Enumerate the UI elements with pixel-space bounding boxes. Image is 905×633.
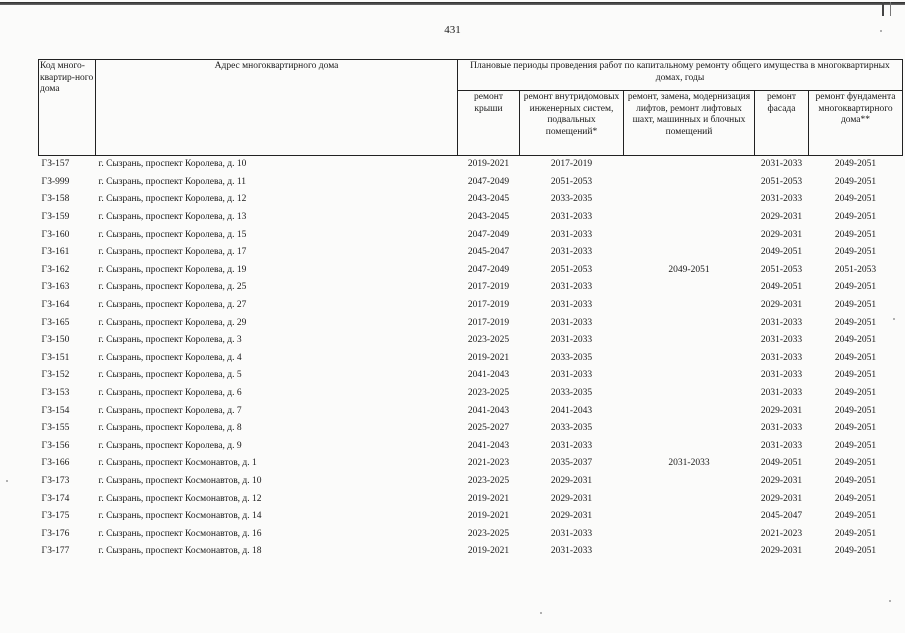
cell-systems: 2051-2053 [550, 176, 593, 187]
table-row [39, 279, 903, 297]
cell-systems: 2031-2033 [550, 335, 593, 346]
cell-facade: 2029-2031 [760, 229, 803, 240]
cell-address: г. Сызрань, проспект Королева, д. 12 [98, 194, 247, 205]
table-row [39, 332, 903, 350]
cell-elevators [624, 156, 755, 174]
cell-systems: 2035-2037 [550, 458, 593, 469]
cell-roof: 2017-2019 [467, 317, 510, 328]
cell-foundation: 2049-2051 [834, 528, 877, 539]
cell-systems: 2031-2033 [550, 212, 593, 223]
table-row [39, 385, 903, 403]
table-header [39, 60, 903, 156]
cell-code: ГЗ-173 [41, 475, 70, 486]
table-body [39, 156, 903, 561]
cell-facade: 2029-2031 [760, 405, 803, 416]
table-row [39, 438, 903, 456]
cell-systems: 2029-2031 [550, 475, 593, 486]
cell-address: г. Сызрань, проспект Королева, д. 19 [98, 264, 247, 275]
table-row [39, 508, 903, 526]
header-code: Код много-квартир-ного дома [39, 60, 96, 156]
cell-foundation: 2049-2051 [834, 546, 877, 557]
cell-foundation: 2049-2051 [834, 511, 877, 522]
cell-code: ГЗ-160 [41, 229, 70, 240]
cell-foundation: 2049-2051 [834, 229, 877, 240]
cell-foundation: 2049-2051 [834, 194, 877, 205]
cell-elevators: 2049-2051 [668, 264, 710, 275]
cell-elevators [624, 191, 755, 209]
header-roof: ремонт крыши [458, 91, 520, 156]
cell-address: г. Сызрань, проспект Королева, д. 13 [98, 212, 247, 223]
cell-code: ГЗ-161 [41, 247, 70, 258]
cell-code: ГЗ-157 [41, 159, 70, 170]
cell-code: ГЗ-176 [41, 528, 70, 539]
scan-speck [880, 30, 882, 32]
cell-elevators [624, 508, 755, 526]
cell-address: г. Сызрань, проспект Королева, д. 3 [98, 335, 242, 346]
cell-address: г. Сызрань, проспект Королева, д. 27 [98, 300, 247, 311]
cell-foundation: 2049-2051 [834, 212, 877, 223]
cell-systems: 2029-2031 [550, 511, 593, 522]
cell-foundation: 2051-2053 [834, 264, 877, 275]
cell-systems: 2031-2033 [550, 300, 593, 311]
cell-code: ГЗ-177 [41, 546, 70, 557]
header-systems: ремонт внутридомовых инженерных систем, подвальных помещений* [520, 91, 624, 156]
table-row [39, 244, 903, 262]
cell-roof: 2019-2021 [467, 352, 510, 363]
cell-roof: 2019-2021 [467, 493, 510, 504]
cell-code: ГЗ-156 [41, 440, 70, 451]
cell-facade: 2031-2033 [760, 370, 803, 381]
cell-elevators [624, 244, 755, 262]
cell-code: ГЗ-163 [41, 282, 70, 293]
cell-code: ГЗ-158 [41, 194, 70, 205]
cell-roof: 2047-2049 [467, 264, 510, 275]
cell-address: г. Сызрань, проспект Королева, д. 10 [98, 159, 247, 170]
cell-facade: 2045-2047 [760, 511, 803, 522]
cell-foundation: 2049-2051 [834, 370, 877, 381]
cell-systems: 2031-2033 [550, 229, 593, 240]
cell-facade: 2029-2031 [760, 475, 803, 486]
cell-code: ГЗ-162 [41, 264, 70, 275]
repair-schedule-table [38, 59, 903, 561]
cell-facade: 2051-2053 [760, 176, 803, 187]
cell-address: г. Сызрань, проспект Королева, д. 6 [98, 388, 242, 399]
cell-roof: 2025-2027 [467, 423, 510, 434]
cell-roof: 2043-2045 [467, 212, 510, 223]
cell-code: ГЗ-154 [41, 405, 70, 416]
cell-roof: 2019-2021 [467, 511, 510, 522]
cell-systems: 2041-2043 [550, 405, 593, 416]
table-row [39, 156, 903, 174]
cell-roof: 2019-2021 [467, 159, 510, 170]
cell-roof: 2023-2025 [467, 475, 510, 486]
cell-facade: 2049-2051 [760, 282, 803, 293]
cell-address: г. Сызрань, проспект Королева, д. 5 [98, 370, 242, 381]
header-elevators: ремонт, замена, модернизация лифтов, ремонт лифтовых шахт, машинных и блочных помещений [624, 91, 755, 156]
cell-roof: 2023-2025 [467, 335, 510, 346]
cell-systems: 2031-2033 [550, 247, 593, 258]
cell-systems: 2029-2031 [550, 493, 593, 504]
cell-foundation: 2049-2051 [834, 335, 877, 346]
table-row [39, 525, 903, 543]
table-row [39, 262, 903, 280]
table-row [39, 490, 903, 508]
cell-address: г. Сызрань, проспект Космонавтов, д. 12 [98, 493, 262, 504]
cell-systems: 2031-2033 [550, 370, 593, 381]
cell-address: г. Сызрань, проспект Королева, д. 29 [98, 317, 247, 328]
cell-systems: 2033-2035 [550, 194, 593, 205]
cell-roof: 2043-2045 [467, 194, 510, 205]
table-row [39, 191, 903, 209]
cell-systems: 2031-2033 [550, 440, 593, 451]
cell-foundation: 2049-2051 [834, 176, 877, 187]
cell-address: г. Сызрань, проспект Космонавтов, д. 14 [98, 511, 262, 522]
cell-roof: 2045-2047 [467, 247, 510, 258]
cell-facade: 2029-2031 [760, 212, 803, 223]
cell-systems: 2051-2053 [550, 264, 593, 275]
cell-facade: 2031-2033 [760, 159, 803, 170]
cell-roof: 2017-2019 [467, 282, 510, 293]
cell-roof: 2019-2021 [467, 546, 510, 557]
cell-code: ГЗ-155 [41, 423, 70, 434]
cell-roof: 2017-2019 [467, 300, 510, 311]
cell-code: ГЗ-153 [41, 388, 70, 399]
cell-elevators [624, 402, 755, 420]
cell-address: г. Сызрань, проспект Космонавтов, д. 16 [98, 528, 262, 539]
cell-foundation: 2049-2051 [834, 475, 877, 486]
table-row [39, 455, 903, 473]
cell-address: г. Сызрань, проспект Космонавтов, д. 18 [98, 546, 262, 557]
header-periods: Плановые периоды проведения работ по капитальному ремонту общего имущества в многоквартирных домах, годы [458, 60, 903, 91]
cell-elevators [624, 525, 755, 543]
cell-address: г. Сызрань, проспект Королева, д. 25 [98, 282, 247, 293]
cell-code: ГЗ-174 [41, 493, 70, 504]
page-number: 431 [444, 24, 461, 36]
cell-elevators [624, 332, 755, 350]
cell-code: ГЗ-151 [41, 352, 70, 363]
cell-code: ГЗ-152 [41, 370, 70, 381]
cell-code: ГЗ-175 [41, 511, 70, 522]
cell-facade: 2049-2051 [760, 247, 803, 258]
cell-foundation: 2049-2051 [834, 247, 877, 258]
cell-elevators [624, 297, 755, 315]
cell-facade: 2031-2033 [760, 352, 803, 363]
cell-systems: 2031-2033 [550, 282, 593, 293]
cell-elevators [624, 490, 755, 508]
cell-address: г. Сызрань, проспект Королева, д. 8 [98, 423, 242, 434]
cell-roof: 2041-2043 [467, 405, 510, 416]
scan-speck [540, 612, 542, 614]
cell-facade: 2031-2033 [760, 440, 803, 451]
binding-mark [882, 2, 891, 16]
cell-facade: 2031-2033 [760, 388, 803, 399]
table-row [39, 174, 903, 192]
cell-roof: 2047-2049 [467, 229, 510, 240]
scan-speck [893, 318, 895, 320]
cell-foundation: 2049-2051 [834, 388, 877, 399]
cell-elevators [624, 385, 755, 403]
cell-foundation: 2049-2051 [834, 493, 877, 504]
cell-elevators [624, 438, 755, 456]
cell-elevators [624, 279, 755, 297]
cell-foundation: 2049-2051 [834, 405, 877, 416]
cell-facade: 2029-2031 [760, 300, 803, 311]
cell-roof: 2041-2043 [467, 440, 510, 451]
cell-elevators: 2031-2033 [668, 458, 710, 469]
cell-facade: 2049-2051 [760, 458, 803, 469]
cell-elevators [624, 367, 755, 385]
table-row [39, 209, 903, 227]
cell-foundation: 2049-2051 [834, 440, 877, 451]
cell-elevators [624, 209, 755, 227]
cell-code: ГЗ-164 [41, 300, 70, 311]
cell-facade: 2051-2053 [760, 264, 803, 275]
cell-foundation: 2049-2051 [834, 317, 877, 328]
cell-roof: 2023-2025 [467, 528, 510, 539]
header-address: Адрес многоквартирного дома [96, 60, 458, 156]
table-row [39, 402, 903, 420]
cell-facade: 2031-2033 [760, 317, 803, 328]
table-row [39, 350, 903, 368]
cell-systems: 2031-2033 [550, 317, 593, 328]
cell-address: г. Сызрань, проспект Королева, д. 11 [98, 176, 247, 187]
cell-facade: 2031-2033 [760, 335, 803, 346]
cell-address: г. Сызрань, проспект Королева, д. 7 [98, 405, 242, 416]
cell-facade: 2021-2023 [760, 528, 803, 539]
cell-elevators [624, 543, 755, 561]
cell-elevators [624, 226, 755, 244]
cell-address: г. Сызрань, проспект Королева, д. 4 [98, 352, 242, 363]
cell-foundation: 2049-2051 [834, 282, 877, 293]
cell-address: г. Сызрань, проспект Космонавтов, д. 10 [98, 475, 262, 486]
cell-roof: 2023-2025 [467, 388, 510, 399]
cell-code: ГЗ-166 [41, 458, 70, 469]
cell-address: г. Сызрань, проспект Королева, д. 15 [98, 229, 247, 240]
cell-elevators [624, 174, 755, 192]
header-foundation: ремонт фундамента многоквартирного дома** [809, 91, 903, 156]
table-row [39, 314, 903, 332]
cell-facade: 2029-2031 [760, 546, 803, 557]
scan-speck [889, 600, 891, 602]
cell-roof: 2021-2023 [467, 458, 510, 469]
top-border-line [0, 2, 905, 5]
table-row [39, 297, 903, 315]
cell-address: г. Сызрань, проспект Королева, д. 9 [98, 440, 242, 451]
cell-address: г. Сызрань, проспект Космонавтов, д. 1 [98, 458, 257, 469]
cell-foundation: 2049-2051 [834, 423, 877, 434]
cell-code: ГЗ-165 [41, 317, 70, 328]
cell-systems: 2033-2035 [550, 352, 593, 363]
table-row [39, 367, 903, 385]
table-row [39, 473, 903, 491]
cell-systems: 2033-2035 [550, 423, 593, 434]
cell-systems: 2031-2033 [550, 528, 593, 539]
cell-roof: 2047-2049 [467, 176, 510, 187]
cell-foundation: 2049-2051 [834, 352, 877, 363]
cell-elevators [624, 473, 755, 491]
cell-code: ГЗ-150 [41, 335, 70, 346]
cell-foundation: 2049-2051 [834, 159, 877, 170]
cell-code: ГЗ-159 [41, 212, 70, 223]
table-row [39, 543, 903, 561]
cell-foundation: 2049-2051 [834, 458, 877, 469]
header-facade: ремонт фасада [755, 91, 809, 156]
table-row [39, 226, 903, 244]
cell-code: ГЗ-999 [41, 176, 70, 187]
cell-roof: 2041-2043 [467, 370, 510, 381]
cell-address: г. Сызрань, проспект Королева, д. 17 [98, 247, 247, 258]
cell-systems: 2033-2035 [550, 388, 593, 399]
cell-systems: 2031-2033 [550, 546, 593, 557]
cell-facade: 2031-2033 [760, 423, 803, 434]
scan-speck [6, 480, 8, 482]
table-row [39, 420, 903, 438]
cell-elevators [624, 350, 755, 368]
cell-elevators [624, 420, 755, 438]
cell-systems: 2017-2019 [550, 159, 593, 170]
cell-foundation: 2049-2051 [834, 300, 877, 311]
cell-facade: 2031-2033 [760, 194, 803, 205]
cell-facade: 2029-2031 [760, 493, 803, 504]
cell-elevators [624, 314, 755, 332]
